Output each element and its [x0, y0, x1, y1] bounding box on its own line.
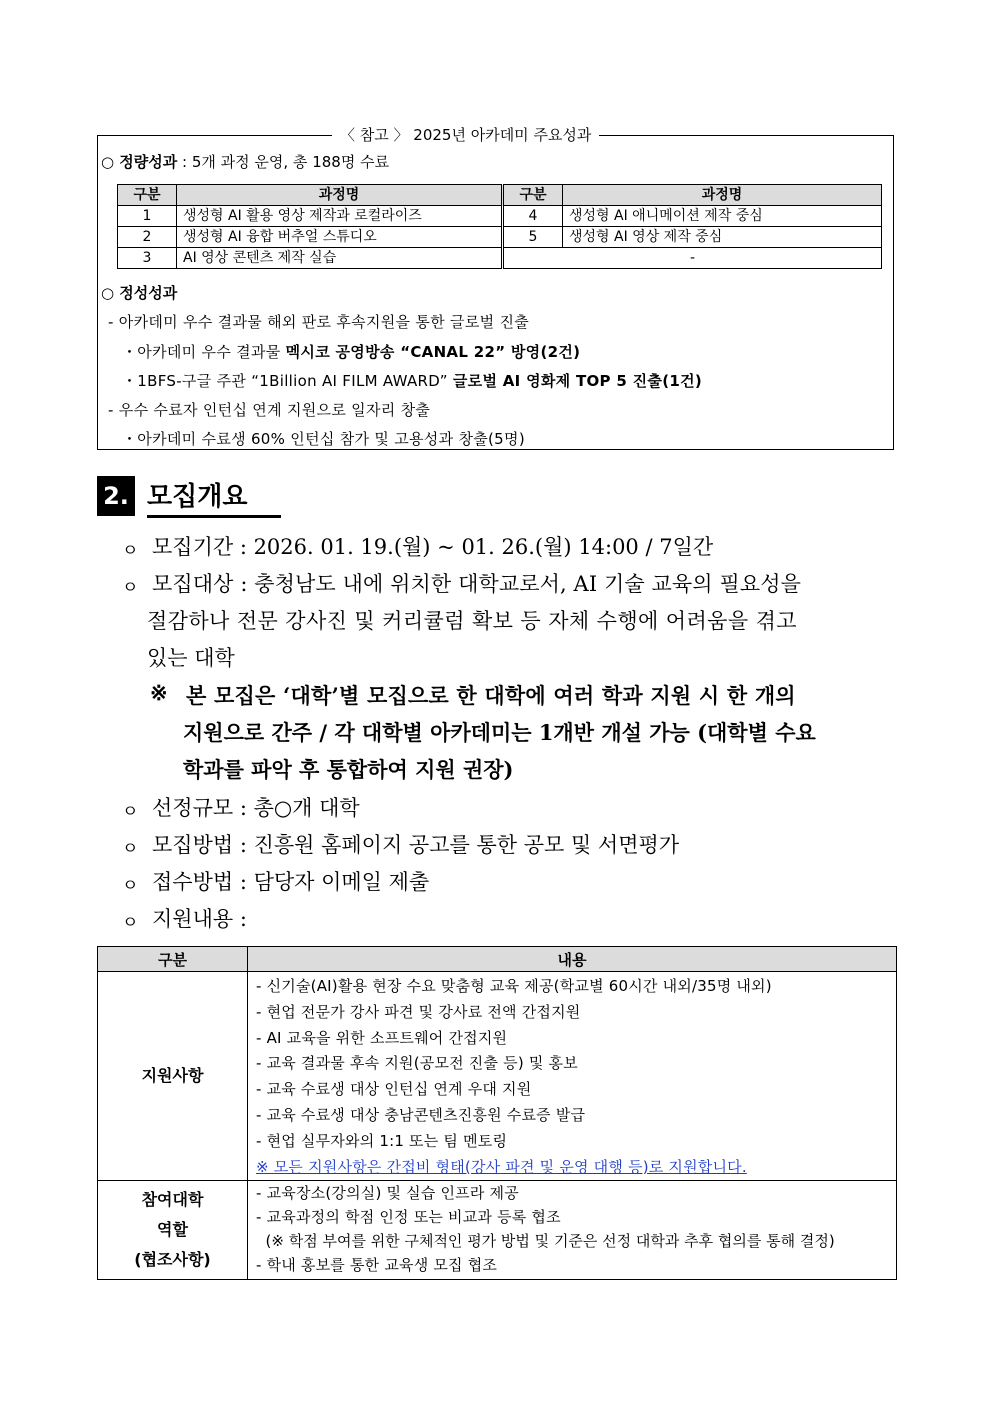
- col-header-course-1: 과정명: [177, 185, 503, 206]
- list-item: - 교육과정의 학점 인정 또는 비교과 등록 협조: [256, 1208, 561, 1227]
- quant-heading: [101, 151, 389, 172]
- qual-line-text: ・1BFS-구글 주관 “1Billion AI FILM AWARD”: [122, 372, 453, 390]
- table-row: [98, 972, 897, 1181]
- qual-label: ○ 정성성과: [101, 284, 178, 302]
- col-header-num-2: 구분: [503, 185, 563, 206]
- period-text: 모집기간 : 2026. 01. 19.(월) ~ 01. 26.(월) 14:00 / 7일간: [152, 535, 714, 559]
- col-header-course-2: 과정명: [563, 185, 882, 206]
- course-name: 생성형 AI 융합 버추얼 스튜디오: [177, 227, 503, 248]
- table-row: [118, 248, 882, 269]
- list-item: - 현업 실무자와의 1:1 또는 팀 멘토링: [256, 1131, 508, 1150]
- row-label-line: (협조사항): [134, 1250, 211, 1270]
- target-text-line2: 절감하나 전문 강사진 및 커리큘럼 확보 등 자체 수행에 어려움을 겪고: [147, 609, 797, 633]
- course-name: 생성형 AI 활용 영상 제작과 로컬라이즈: [177, 206, 503, 227]
- bullet-icon: ㅇ: [122, 913, 139, 933]
- table-row: [118, 227, 882, 248]
- qual-line-text: ・아카데미 우수 결과물: [122, 343, 286, 361]
- support-note: ※ 모든 지원사항은 간접비 형태(강사 파견 및 운영 대행 등)로 지원합니다.: [256, 1157, 747, 1176]
- course-num: 5: [503, 227, 563, 248]
- qual-line: [122, 370, 702, 391]
- note-line1: 본 모집은 ‘대학’별 모집으로 한 대학에 여러 학과 지원 시 한 개의: [186, 683, 796, 708]
- content-text: 지원내용 :: [152, 907, 247, 931]
- list-item: - 교육 수료생 대상 충남콘텐츠진흥원 수료증 발급: [256, 1105, 586, 1124]
- course-num: 4: [503, 206, 563, 227]
- table-row: [98, 1181, 897, 1280]
- note-line3: 학과를 파악 후 통합하여 지원 권장): [183, 757, 514, 782]
- qual-heading: [101, 282, 177, 303]
- list-item: - 교육 결과물 후속 지원(공모전 진출 등) 및 홍보: [256, 1054, 578, 1073]
- bullet-icon: ㅇ: [122, 876, 139, 896]
- note-mark: ※: [150, 680, 168, 705]
- list-item: - AI 교육을 위한 소프트웨어 간접지원: [256, 1028, 508, 1047]
- course-name: AI 영상 콘텐츠 제작 실습: [177, 248, 503, 269]
- support-items: [248, 972, 897, 1181]
- course-name: 생성형 AI 애니메이션 제작 중심: [563, 206, 882, 227]
- row-label-cooperation: [98, 1181, 248, 1280]
- qual-line: [122, 341, 580, 362]
- course-empty: -: [503, 248, 882, 269]
- list-item: - 현업 전문가 강사 파견 및 강사료 전액 간접지원: [256, 1002, 581, 1021]
- bullet-icon: ㅇ: [122, 578, 139, 598]
- course-num: 1: [118, 206, 177, 227]
- col-header-category: 구분: [98, 947, 248, 972]
- submit-text: 접수방법 : 담당자 이메일 제출: [152, 870, 430, 894]
- bullet-icon: ㅇ: [122, 839, 139, 859]
- qual-line-bold: 멕시코 공영방송 “CANAL 22” 방영(2건): [285, 343, 581, 361]
- bullet-icon: ㅇ: [122, 802, 139, 822]
- target-text-line3: 있는 대학: [147, 646, 235, 670]
- bullet-icon: ㅇ: [122, 541, 139, 561]
- qual-line-bold: 글로벌 AI 영화제 TOP 5 진출(1건): [452, 372, 703, 390]
- qual-line: - 아카데미 우수 결과물 해외 판로 후속지원을 통한 글로벌 진출: [108, 313, 530, 331]
- qual-line: - 우수 수료자 인턴십 연계 지원으로 일자리 창출: [108, 401, 431, 419]
- note-line2: 지원으로 간주 / 각 대학별 아카데미는 1개반 개설 가능 (대학별 수요: [183, 720, 816, 745]
- list-item: - 교육장소(강의실) 및 실습 인프라 제공: [256, 1184, 519, 1203]
- row-label-line: 참여대학: [141, 1190, 204, 1210]
- row-label-line: 역할: [157, 1220, 188, 1240]
- course-num: 3: [118, 248, 177, 269]
- support-table: [97, 946, 897, 1280]
- course-num: 2: [118, 227, 177, 248]
- col-header-content: 내용: [248, 947, 897, 972]
- support-table-header: [98, 947, 897, 972]
- section-number: 2.: [97, 476, 135, 516]
- course-table: [117, 184, 882, 269]
- cooperation-items: [248, 1181, 897, 1280]
- section-title: 모집개요: [147, 482, 248, 512]
- course-name: 생성형 AI 영상 제작 중심: [563, 227, 882, 248]
- list-item: - 신기술(AI)활용 현장 수요 맞춤형 교육 제공(학교별 60시간 내외/35명 내외): [256, 977, 772, 995]
- course-table-header: [118, 185, 882, 206]
- quant-label: ○ 정량성과: [101, 153, 178, 171]
- table-row: [118, 206, 882, 227]
- quant-text: : 5개 과정 운영, 총 188명 수료: [177, 153, 390, 171]
- method-text: 모집방법 : 진흥원 홈페이지 공고를 통한 공모 및 서면평가: [152, 833, 680, 857]
- target-text-line1: 모집대상 : 충청남도 내에 위치한 대학교로서, AI 기술 교육의 필요성을: [152, 572, 802, 596]
- qual-line: ・아카데미 수료생 60% 인턴십 참가 및 고용성과 창출(5명): [122, 430, 525, 448]
- scale-text: 선정규모 : 총○개 대학: [152, 796, 360, 820]
- row-label-support: 지원사항: [98, 972, 248, 1181]
- list-item: (※ 학점 부여를 위한 구체적인 평가 방법 및 기준은 선정 대학과 추후 협의를 통해 결정): [256, 1232, 835, 1251]
- col-header-num-1: 구분: [118, 185, 177, 206]
- section-underline: [147, 515, 281, 518]
- reference-title: 〈 참고 〉 2025년 아카데미 주요성과: [332, 124, 599, 145]
- list-item: - 교육 수료생 대상 인턴십 연계 우대 지원: [256, 1080, 532, 1099]
- list-item: - 학내 홍보를 통한 교육생 모집 협조: [256, 1256, 498, 1275]
